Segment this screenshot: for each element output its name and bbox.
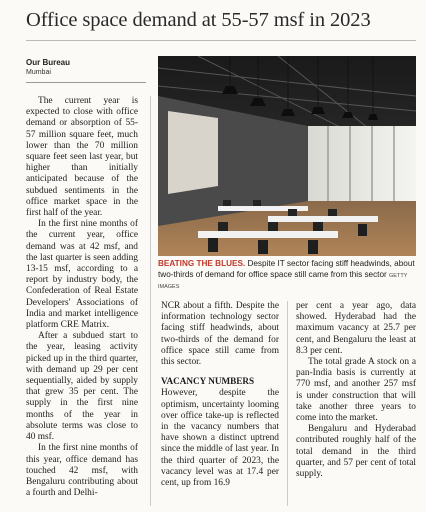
office-photo: [158, 56, 416, 256]
office-interior-image: [158, 56, 416, 256]
byline-rule: [26, 82, 146, 83]
body-column-1: [26, 96, 138, 499]
body-column-3: [296, 301, 416, 480]
dateline: Mumbai: [26, 69, 51, 76]
caption-text: Despite IT sector facing stiff headwinds, about two-thirds of demand for office space still came from this sector: [158, 259, 415, 279]
body-paragraph: NCR about a fifth. Despite the information technology sector facing stiff headwinds, about two-thirds of the demand for office space still came from this sector.: [161, 301, 279, 368]
byline: Our Bureau: [26, 58, 71, 67]
headline-rule: [26, 40, 416, 41]
body-column-2: [161, 301, 279, 489]
caption-lead: BEATING THE BLUES.: [158, 259, 246, 268]
column-divider: [150, 96, 151, 506]
headline: Office space demand at 55-57 msf in 2023: [26, 9, 371, 31]
column-divider: [287, 301, 288, 506]
body-paragraph: per cent a year ago, data showed. Hyderabad had the maximum vacancy at 25.7 per cent, and Bengaluru the least at 8.3 per cent.: [296, 301, 416, 356]
body-paragraph: After a subdued start to the year, leasing activity picked up in the third quarter, with demand up 29 per cent sequentially, aided by supply that grew 35 per cent. The supply in the first nine months of the year in absolute terms was close to 40 msf.: [26, 331, 138, 443]
body-paragraph: In the first nine months of this year, office demand has touched 42 msf, with Bengaluru contributing about a fourth and Delhi-: [26, 443, 138, 499]
body-paragraph: In the first nine months of the current year, office demand was at 42 msf, and the last quarter is seen adding 13-15 msf, according to a report by industry body, the Confederation of Real Estate Developers' Associations of India and market intelligence platform CRE Matrix.: [26, 219, 138, 331]
body-paragraph: The current year is expected to close with office demand or absorption of 55-57 million square feet, much lower than the 70 million square feet seen last year, but higher than initially anticipated because of the subdued sentiments in the office market space in the first half of the year.: [26, 96, 138, 219]
body-paragraph: The total grade A stock on a pan-India basis is currently at 770 msf, and another 257 msf is under construction that will take another three years to come into the market.: [296, 357, 416, 424]
vacancy-subhead: VACANCY NUMBERS: [161, 376, 255, 387]
body-paragraph: However, despite the optimism, uncertainty looming over office take-up is reflected in the vacancy numbers that have shown a distinct uptrend since the middle of last year. In the third quarter of 2023, the vacancy level was at 17.4 per cent, up from 16.9: [161, 388, 279, 489]
photo-caption: [158, 259, 416, 293]
photo-credit: GETTY IMAGES: [158, 272, 408, 290]
body-paragraph: Bengaluru and Hyderabad contributed roughly half of the total demand in the third quarter, and 57 per cent of total supply.: [296, 424, 416, 480]
